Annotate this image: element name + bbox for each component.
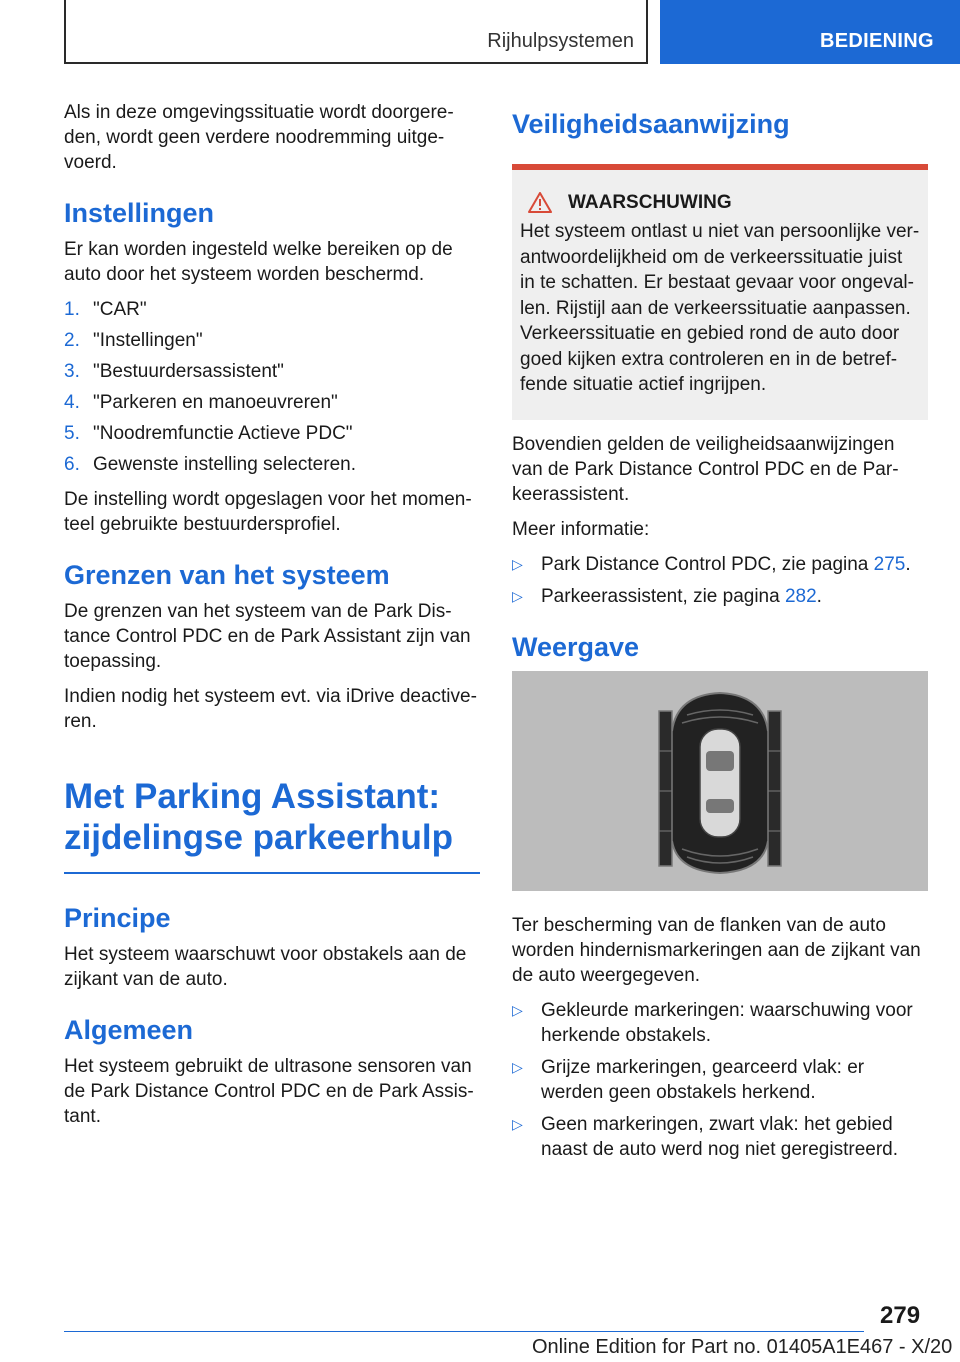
marker-list [512, 998, 928, 1162]
list-item [64, 359, 480, 390]
warning-text: Het systeem ontlast u niet van persoonlijke verantwoordelijkheid om de verkeerssituatie juist in te schatten. Er bestaat gevaar voor ongevallen. Rijstijl aan de verkeerssituatie aanpassen. Verkeerssituatie en gebied rond de auto door goed kijken extra controleren en in de betreffende situatie actief ingrijpen. [520, 221, 920, 395]
list-item [512, 1055, 928, 1105]
parking-car-illustration [512, 671, 928, 891]
list-item [512, 1112, 928, 1162]
ref-end: . [816, 585, 822, 607]
list-item [512, 998, 928, 1048]
footer-divider [64, 1331, 864, 1332]
heading-veiligheid: Veiligheidsaanwijzing [512, 109, 790, 139]
chapter-title: Met Parking Assistant: zijdelingse parkeerhulp [64, 776, 480, 874]
safety-text: Bovendien gelden de veiligheidsaanwijzingen van de Park Distance Control PDC en de Parkeerassistent. [512, 433, 899, 505]
settings-steps [64, 297, 480, 479]
bullet-text: Gekleurde markeringen: waarschuwing voor herkende obstakels. [541, 999, 913, 1046]
triangle-bullet-icon: ▷ [512, 555, 523, 572]
warning-header [520, 190, 920, 215]
bullet-text: Geen markeringen, zwart vlak: het gebied naast de auto werd nog niet geregistreerd. [541, 1113, 899, 1160]
algemeen-text: Het systeem gebruikt de ultrasone sensoren van de Park Distance Control PDC en de Park Assistant. [64, 1056, 474, 1127]
right-column [512, 100, 928, 1172]
heading-weergave: Weergave [512, 631, 640, 662]
heading-algemeen: Algemeen [64, 1015, 194, 1045]
parking-display-figure [512, 671, 928, 891]
online-edition-text: Online Edition for Part no. 01405A1E467 - X/20 [532, 1336, 953, 1358]
list-item [512, 552, 928, 577]
page-link-275[interactable]: 275 [873, 553, 906, 575]
header-chapter-tab: BEDIENING [660, 0, 960, 64]
reference-list [512, 552, 928, 609]
list-item [64, 452, 480, 479]
heading-principe: Principe [64, 903, 171, 933]
instellingen-after-text: De instelling wordt opgeslagen voor het momenteel gebruikte bestuurdersprofiel. [64, 489, 472, 535]
list-item [64, 421, 480, 452]
intro-paragraph: Als in deze omgevingssituatie wordt doorgereden, wordt geen verdere noodremming uitgevoerd. [64, 102, 454, 173]
triangle-bullet-icon: ▷ [512, 1058, 523, 1075]
list-item [512, 584, 928, 609]
heading-grenzen: Grenzen van het systeem [64, 560, 390, 590]
list-item [64, 328, 480, 359]
grenzen-text-2: Indien nodig het systeem evt. via iDrive deactiveren. [64, 686, 477, 732]
step-text: "CAR" [93, 299, 147, 320]
step-number: 5. [64, 423, 80, 444]
step-number: 4. [64, 392, 80, 413]
warning-label: WAARSCHUWING [568, 192, 732, 213]
step-number: 2. [64, 330, 80, 351]
left-column [64, 100, 480, 1139]
step-text: Gewenste instelling selecteren. [93, 454, 356, 475]
more-info-label: Meer informatie: [512, 518, 650, 540]
warning-triangle-icon [528, 192, 552, 213]
step-number: 6. [64, 454, 80, 475]
step-text: "Parkeren en manoeuvreren" [93, 392, 338, 413]
step-text: "Noodremfunctie Actieve PDC" [93, 423, 353, 444]
bullet-text: Grijze markeringen, gearceerd vlak: er werden geen obstakels herkend. [541, 1056, 865, 1103]
ref-end: . [905, 553, 911, 575]
step-text: "Instellingen" [93, 330, 203, 351]
step-text: "Bestuurdersassistent" [93, 361, 284, 382]
ref-text: Parkeerassistent, zie pagina [541, 585, 785, 607]
ref-text: Park Distance Control PDC, zie pagina [541, 553, 874, 575]
heading-instellingen: Instellingen [64, 198, 215, 228]
warning-box [512, 164, 928, 420]
step-number: 1. [64, 299, 80, 320]
header-section-title: Rijhulpsystemen [487, 30, 634, 52]
weergave-text: Ter bescherming van de flanken van de auto worden hindernismarkeringen aan de zijkant van de auto weergegeven. [512, 914, 921, 986]
page-link-282[interactable]: 282 [784, 585, 817, 607]
step-number: 3. [64, 361, 80, 382]
instellingen-text: Er kan worden ingesteld welke bereiken op de auto door het systeem worden beschermd. [64, 239, 453, 285]
triangle-bullet-icon: ▷ [512, 1115, 523, 1132]
page-number: 279 [880, 1302, 921, 1329]
principe-text: Het systeem waarschuwt voor obstakels aan de zijkant van de auto. [64, 944, 467, 990]
list-item [64, 297, 480, 328]
triangle-bullet-icon: ▷ [512, 1001, 523, 1018]
triangle-bullet-icon: ▷ [512, 587, 523, 604]
grenzen-text-1: De grenzen van het systeem van de Park Distance Control PDC en de Park Assistant zijn van toepassing. [64, 601, 471, 672]
list-item [64, 390, 480, 421]
